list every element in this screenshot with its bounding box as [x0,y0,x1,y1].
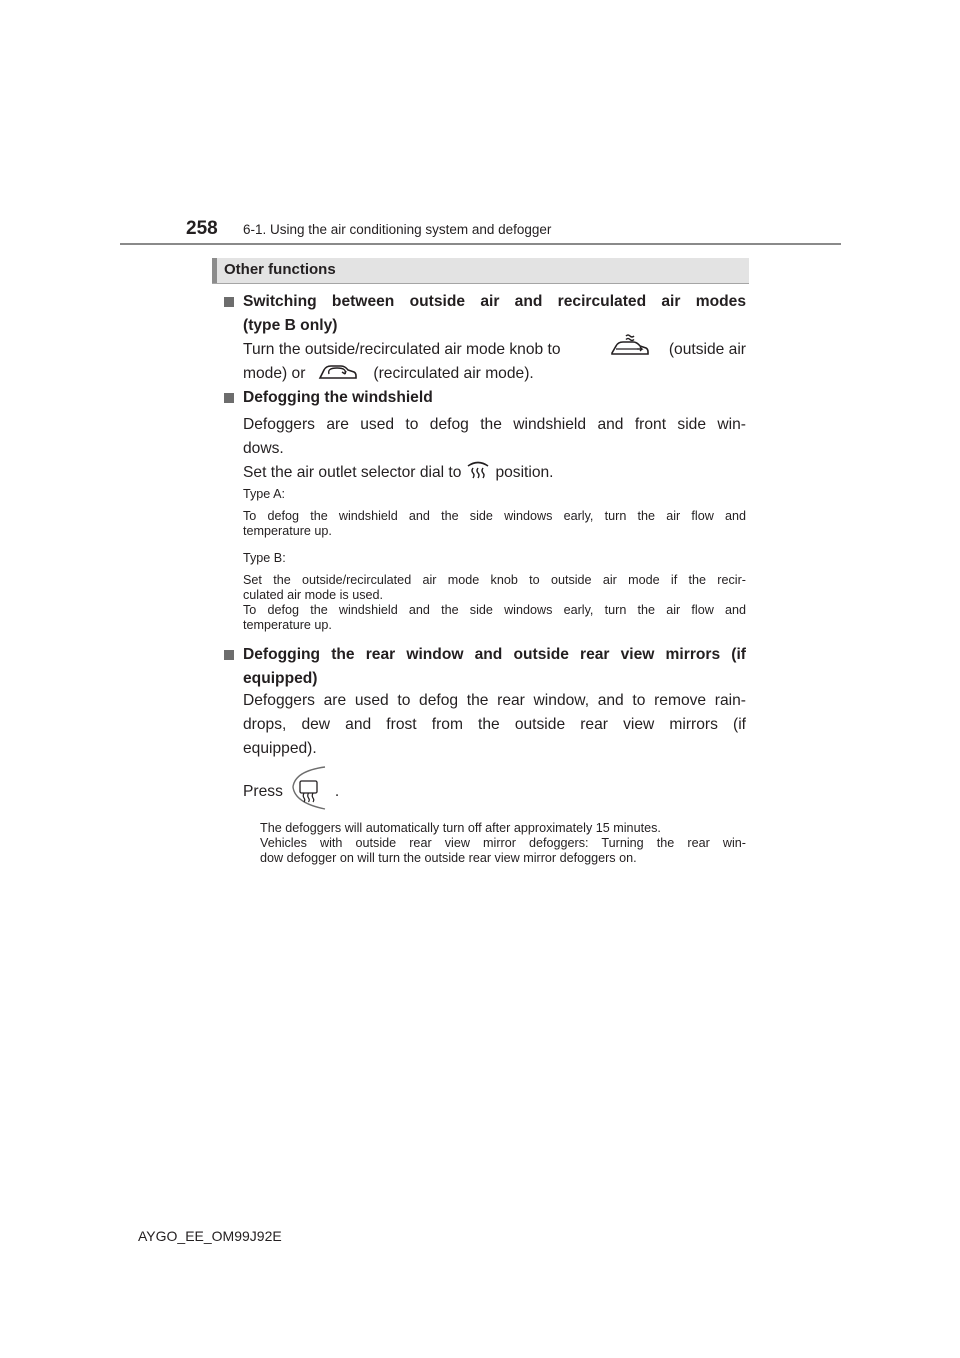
paragraph-windshield [243,413,746,485]
paragraph-rear [243,689,746,761]
type-b-note [243,573,746,633]
text-run: Press [243,783,283,800]
text-run: position. [495,464,554,481]
paragraph-line: equipped). [243,740,317,757]
heading-line: Defogging the windshield [243,389,433,406]
press-line [243,768,746,816]
text-run: . [334,783,340,800]
windshield-defog-icon [466,458,490,488]
note-line: dow defogger on will turn the outside rear view mirror defoggers on. [260,851,637,865]
note-line: temperature up. [243,524,332,538]
note-line: To defog the windshield and the side windows early, turn the air flow and [243,603,746,617]
recirculated-air-mode-icon [317,359,357,389]
type-a-note [243,509,746,539]
rear-defogger-note [260,821,746,866]
note-line: Vehicles with outside rear view mirror defoggers: Turning the rear win- [260,836,746,850]
note-line: To defog the windshield and the side windows early, turn the air flow and [243,509,746,523]
section-accent [212,258,217,283]
header-divider [120,243,841,245]
heading-defogging-rear-window [224,643,746,691]
heading-line: Switching between outside air and recirculated air modes [243,293,746,310]
type-a-label: Type A: [243,487,286,501]
page-number: 258 [186,218,218,239]
heading-bullet-square [224,393,234,403]
text-run: mode) or [243,365,306,382]
note-line: The defoggers will automatically turn off after approximately 15 minutes. [260,821,661,835]
paragraph-line: drops, dew and frost from the outside rear view mirrors (if [243,716,746,733]
outside-air-mode-icon [609,333,649,367]
text-run-group [609,333,746,367]
text-run: Turn the outside/recirculated air mode knob to [243,341,561,358]
heading-line: (type B only) [243,317,338,334]
section-title: Other functions [224,261,336,278]
heading-bullet-square [224,297,234,307]
note-line: culated air mode is used. [243,588,384,602]
text-run: Set the air outlet selector dial to [243,464,462,481]
heading-defogging-windshield [224,386,746,410]
paragraph-switching [243,338,746,386]
note-line: temperature up. [243,618,332,632]
section-divider [212,283,749,284]
document-code: AYGO_EE_OM99J92E [138,1228,282,1244]
running-head: 6-1. Using the air conditioning system and defogger [243,222,552,237]
paragraph-line: dows. [243,440,284,457]
paragraph-line: Defoggers are used to defog the rear window, and to remove rain- [243,692,746,709]
heading-line: equipped) [243,670,318,687]
text-run: (outside air [668,341,746,358]
text-run: (recirculated air mode). [373,365,534,382]
paragraph-line: Defoggers are used to defog the windshield and front side win- [243,416,746,433]
type-b-label: Type B: [243,551,286,565]
heading-switching-air-modes [224,290,746,338]
note-line: Set the outside/recirculated air mode knob to outside air mode if the recir- [243,573,746,587]
rear-window-defogger-button-icon[interactable] [289,765,331,819]
paragraph-line [243,461,746,485]
heading-bullet-square [224,650,234,660]
heading-line: Defogging the rear window and outside rear view mirrors (if [243,646,746,663]
section-title-bar [212,258,749,283]
